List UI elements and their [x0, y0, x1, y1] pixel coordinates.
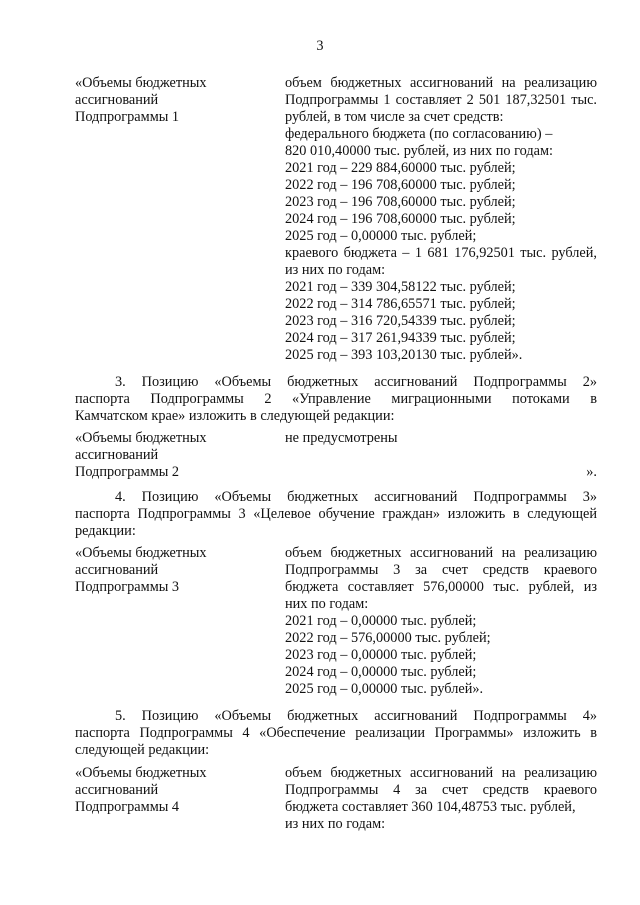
paragraph-3: [75, 374, 597, 425]
paragraph-line: 4. Позицию «Объемы бюджетных ассигнований Подпрограммы 3»: [115, 489, 597, 505]
label-line: «Объемы бюджетных: [75, 545, 207, 561]
block-label: [75, 430, 265, 481]
value-line: 2024 год – 0,00000 тыс. рублей;: [285, 664, 477, 680]
paragraph-line: 3. Позицию «Объемы бюджетных ассигнований Подпрограммы 2»: [115, 374, 597, 390]
value-line: 2022 год – 576,00000 тыс. рублей;: [285, 630, 491, 646]
value-line: из них по годам:: [285, 816, 386, 832]
paragraph-line: следующей редакции:: [75, 742, 210, 758]
paragraph-4: [75, 489, 597, 540]
label-line: «Объемы бюджетных: [75, 430, 207, 446]
paragraph-line: паспорта Подпрограммы 3 «Целевое обучение граждан» изложить в следующей: [75, 506, 597, 522]
label-line: ассигнований: [75, 562, 159, 578]
value-line: Подпрограммы 4 за счет средств краевого: [285, 782, 597, 798]
paragraph-line: паспорта Подпрограммы 2 «Управление миграционными потоками в: [75, 391, 597, 407]
block-value: [285, 765, 597, 833]
label-line: Подпрограммы 1: [75, 109, 180, 125]
label-line: Подпрограммы 2: [75, 464, 180, 480]
closing-quote: ».: [586, 464, 597, 480]
block-label: [75, 765, 265, 816]
value-line: краевого бюджета – 1 681 176,92501 тыс. рублей,: [285, 245, 597, 261]
value-line: бюджета составляет 360 104,48753 тыс. рублей,: [285, 799, 576, 815]
label-line: «Объемы бюджетных: [75, 765, 207, 781]
value-line: объем бюджетных ассигнований на реализацию: [285, 765, 597, 781]
block-label: [75, 545, 265, 596]
value-line: 2021 год – 0,00000 тыс. рублей;: [285, 613, 477, 629]
paragraph-line: редакции:: [75, 523, 136, 539]
value-line: бюджета составляет 576,00000 тыс. рублей, из: [285, 579, 597, 595]
value-line: Подпрограммы 3 за счет средств краевого: [285, 562, 597, 578]
value-line: 2025 год – 0,00000 тыс. рублей;: [285, 228, 477, 244]
value-line: 820 010,40000 тыс. рублей, из них по годам:: [285, 143, 553, 159]
block-value: [285, 430, 597, 447]
value-line: 2025 год – 0,00000 тыс. рублей».: [285, 681, 484, 697]
paragraph-line: Камчатском крае» изложить в следующей редакции:: [75, 408, 395, 424]
value-line: них по годам:: [285, 596, 369, 612]
value-line: 2023 год – 0,00000 тыс. рублей;: [285, 647, 477, 663]
value-line: Подпрограммы 1 составляет 2 501 187,32501 тыс.: [285, 92, 597, 108]
block-value: [285, 75, 597, 364]
label-line: ассигнований: [75, 447, 159, 463]
paragraph-5: [75, 708, 597, 759]
budget-block-subprogram-2: [75, 430, 597, 481]
value-line: из них по годам:: [285, 262, 386, 278]
value-line: рублей, в том числе за счет средств:: [285, 109, 504, 125]
value-line: федерального бюджета (по согласованию) –: [285, 126, 553, 142]
value-line: объем бюджетных ассигнований на реализацию: [285, 545, 597, 561]
paragraph-line: 5. Позицию «Объемы бюджетных ассигнований Подпрограммы 4»: [115, 708, 597, 724]
label-line: ассигнований: [75, 92, 159, 108]
value-line: объем бюджетных ассигнований на реализацию: [285, 75, 597, 91]
block-label: [75, 75, 265, 126]
label-line: ассигнований: [75, 782, 159, 798]
value-line: 2022 год – 196 708,60000 тыс. рублей;: [285, 177, 516, 193]
value-line: 2021 год – 339 304,58122 тыс. рублей;: [285, 279, 516, 295]
page-number: 3: [316, 38, 324, 54]
value-line: 2025 год – 393 103,20130 тыс. рублей».: [285, 347, 523, 363]
label-line: Подпрограммы 4: [75, 799, 180, 815]
paragraph-line: паспорта Подпрограммы 4 «Обеспечение реализации Программы» изложить в: [75, 725, 597, 741]
value-line: 2022 год – 314 786,65571 тыс. рублей;: [285, 296, 516, 312]
value-line: 2024 год – 196 708,60000 тыс. рублей;: [285, 211, 516, 227]
block-value: [285, 545, 597, 698]
value-line: не предусмотрены: [285, 430, 398, 446]
value-line: 2024 год – 317 261,94339 тыс. рублей;: [285, 330, 516, 346]
value-line: 2023 год – 316 720,54339 тыс. рублей;: [285, 313, 516, 329]
label-line: «Объемы бюджетных: [75, 75, 207, 91]
label-line: Подпрограммы 3: [75, 579, 180, 595]
value-line: 2021 год – 229 884,60000 тыс. рублей;: [285, 160, 516, 176]
value-line: 2023 год – 196 708,60000 тыс. рублей;: [285, 194, 516, 210]
